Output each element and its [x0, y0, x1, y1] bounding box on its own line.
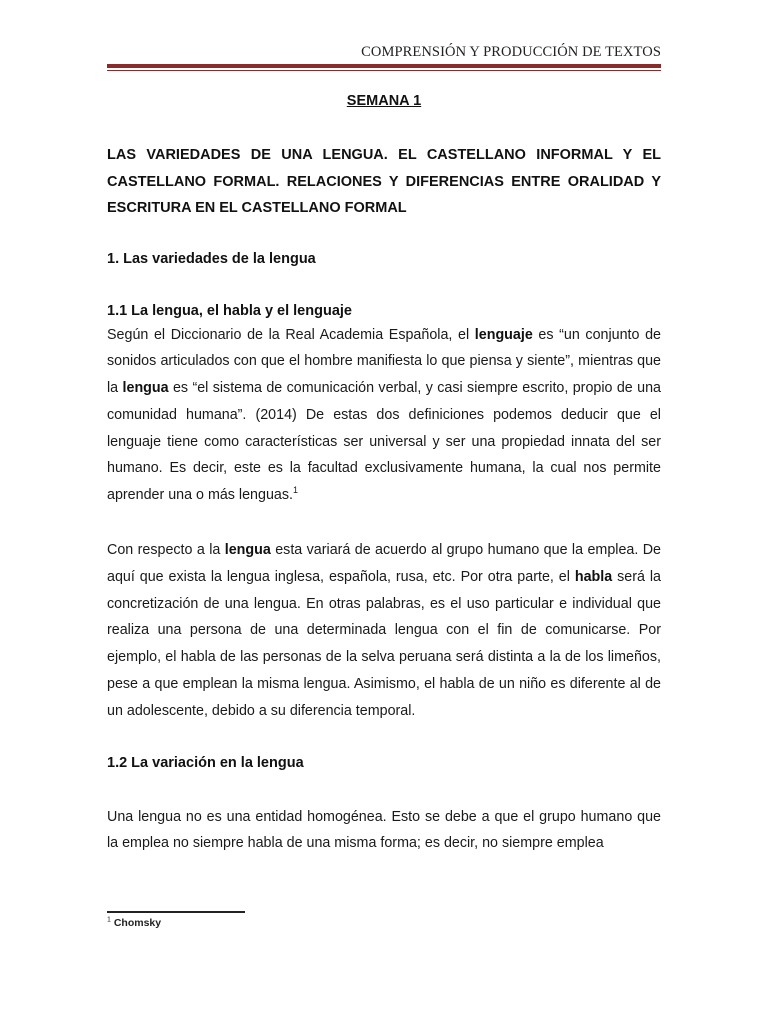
header-rule-thin	[107, 70, 661, 71]
footnote-number: 1	[107, 916, 111, 924]
paragraph	[107, 322, 661, 510]
bold-term: habla	[574, 568, 613, 585]
paragraph	[107, 537, 661, 725]
footnote	[107, 917, 161, 929]
text-run: será la concretización de una lengua. En otras palabras, es el uso particular e individual que realiza una persona de una determinada lengua con el fin de comunicarse. Por ejemplo, el habla de las personas de la selva peruana será distinta a la de los limeños, pese a que emplean la misma lengua. Asimismo, el habla de un niño es diferente al de un adolescente, debido a su diferencia temporal.	[107, 568, 662, 719]
text-run: esta variará de acuerdo al grupo humano que la emplea. De aquí que exista la lengua inglesa, española, rusa, etc. Por otra parte, el	[107, 542, 662, 585]
header-rule	[107, 64, 661, 68]
bold-term: lenguaje	[474, 326, 533, 343]
text-run: es “un conjunto de sonidos articulados con que el hombre manifiesta lo que piensa y siente”, mientras que la	[107, 326, 662, 397]
document-body	[107, 90, 661, 857]
document-title: LAS VARIEDADES DE UNA LENGUA. EL CASTELLANO INFORMAL Y EL CASTELLANO FORMAL. RELACIONES Y DIFERENCIAS ENTRE ORALIDAD Y ESCRITURA EN EL CASTELLANO FORMAL	[107, 147, 661, 216]
week-title: SEMANA 1	[346, 93, 422, 109]
footnote-reference: 1	[293, 485, 299, 496]
paragraph: Una lengua no es una entidad homogénea. Esto se debe a que el grupo humano que la emplea no siempre habla de una misma forma; es decir, no siempre emplea	[107, 808, 661, 852]
footnote-text: Chomsky	[113, 917, 162, 929]
text-run: Según el Diccionario de la Real Academia Española, el	[107, 326, 475, 343]
text-run: Con respecto a la	[107, 542, 225, 559]
running-header: COMPRENSIÓN Y PRODUCCIÓN DE TEXTOS	[361, 44, 661, 60]
bold-term: lengua	[224, 542, 271, 559]
subsection-heading: 1.1 La lengua, el habla y el lenguaje	[107, 302, 352, 319]
footnote-separator	[107, 911, 245, 913]
section-heading: 1. Las variedades de la lengua	[107, 250, 316, 267]
subsection-heading: 1.2 La variación en la lengua	[107, 754, 304, 771]
bold-term: lengua	[122, 380, 169, 397]
text-run: es “el sistema de comunicación verbal, y casi siempre escrito, propio de una comunidad humana”. (2014) De estas dos definiciones podemos deducir que el lenguaje tiene como características ser universal y ser una propiedad innata del ser humano. Es decir, este es la facultad exclusivamente humana, la cual nos permite aprender una o más lenguas.	[107, 380, 661, 504]
